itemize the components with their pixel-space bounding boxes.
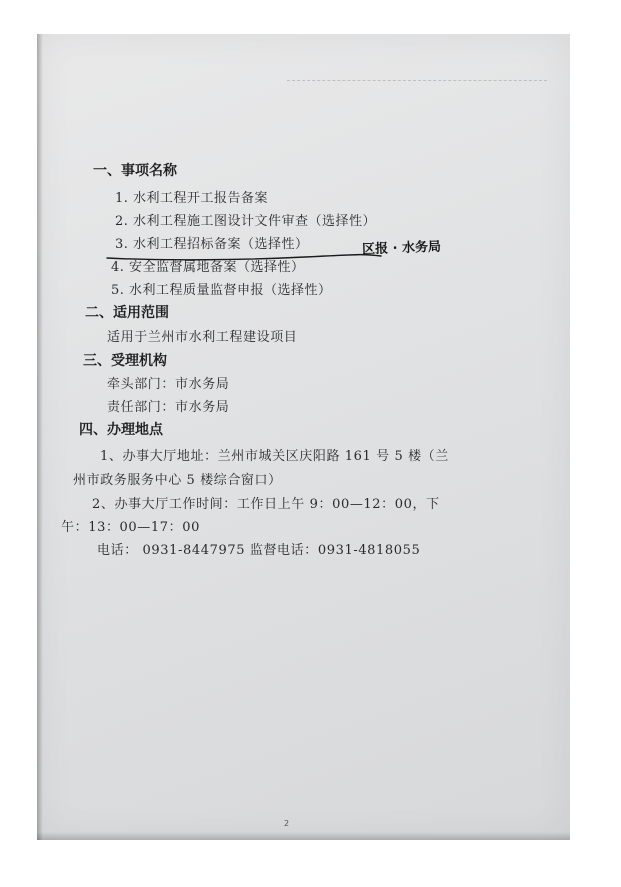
section-heading-location: 四、办理地点 xyxy=(79,422,163,438)
page-number: 2 xyxy=(284,819,290,828)
scope-text: 适用于兰州市水利工程建设项目 xyxy=(107,330,298,345)
page-shadow-bottom xyxy=(37,832,570,840)
phone-line: 电话： 0931-8447975 监督电话：0931-4818055 xyxy=(97,543,421,558)
item-2: 2. 水利工程施工图设计文件审查（选择性） xyxy=(115,214,377,229)
section-heading-scope: 二、适用范围 xyxy=(85,305,169,321)
handwritten-note: 区报 · 水务局 xyxy=(361,239,442,258)
page-shadow-left xyxy=(37,34,43,840)
faint-dotted-line xyxy=(287,80,547,81)
hours-line-1: 2、办事大厅工作时间：工作日上午 9：00—12：00，下 xyxy=(92,497,440,512)
section-heading-agency: 三、受理机构 xyxy=(83,353,167,369)
section-heading-item-names: 一、事项名称 xyxy=(93,163,177,179)
responsible-department: 责任部门：市水务局 xyxy=(107,400,230,415)
item-1: 1. 水利工程开工报告备案 xyxy=(115,191,269,206)
address-line-2: 州市政务服务中心 5 楼综合窗口） xyxy=(73,473,282,488)
item-3: 3. 水利工程招标备案（选择性） xyxy=(115,237,309,252)
document-page xyxy=(37,34,570,840)
item-4: 4. 安全监督属地备案（选择性） xyxy=(111,260,305,275)
address-line-1: 1、办事大厅地址：兰州市城关区庆阳路 161 号 5 楼（兰 xyxy=(100,449,449,464)
lead-department: 牵头部门：市水务局 xyxy=(107,377,230,392)
item-5: 5. 水利工程质量监督申报（选择性） xyxy=(111,283,332,298)
hours-line-2: 午：13：00—17：00 xyxy=(61,520,200,535)
